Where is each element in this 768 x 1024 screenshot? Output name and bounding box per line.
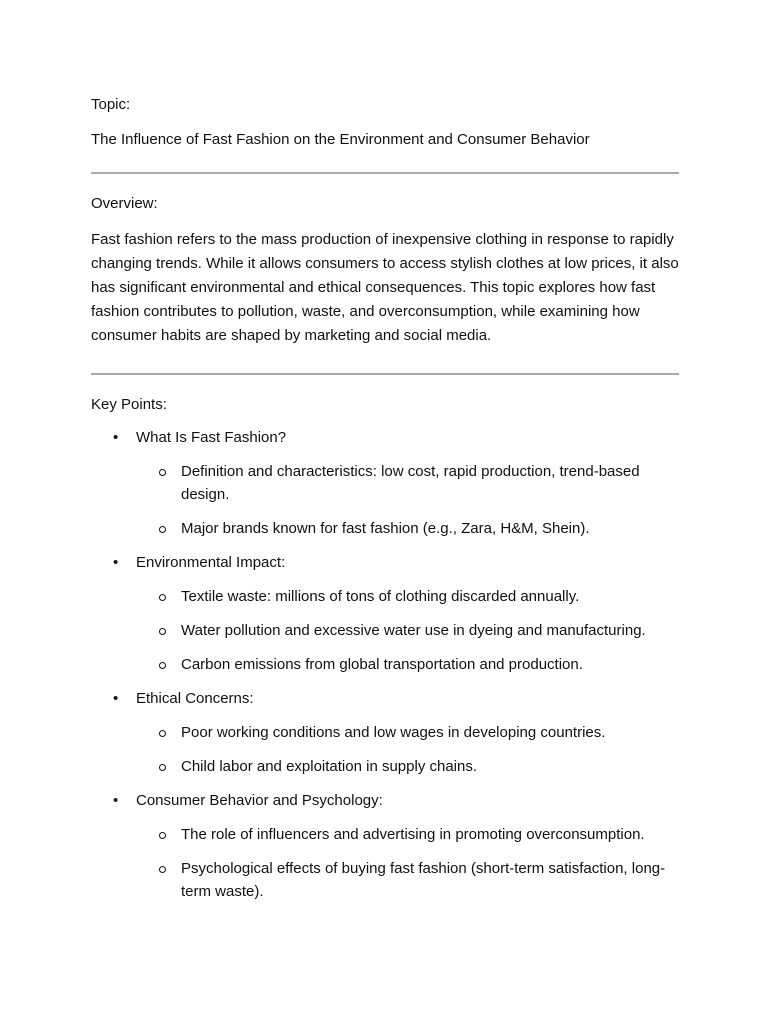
sub-point-text: Definition and characteristics: low cost, rapid production, trend-based design. [181, 463, 640, 503]
key-points-label: Key Points: [91, 396, 167, 413]
key-points-list [91, 426, 679, 903]
circle-bullet-icon [159, 526, 166, 533]
circle-bullet-icon [159, 662, 166, 669]
sub-point-item [136, 585, 679, 608]
bullet-icon: • [113, 554, 119, 571]
key-point-item [91, 551, 679, 676]
overview-label: Overview: [91, 195, 158, 212]
key-point-title: Consumer Behavior and Psychology: [136, 792, 383, 809]
circle-bullet-icon [159, 832, 166, 839]
sub-point-item [136, 653, 679, 676]
sub-points-list [136, 460, 679, 540]
document-page [91, 94, 679, 914]
circle-bullet-icon [159, 469, 166, 476]
sub-points-list [136, 721, 679, 778]
key-point-title: Ethical Concerns: [136, 690, 254, 707]
sub-point-text: Psychological effects of buying fast fashion (short-term satisfaction, long-term waste). [181, 860, 666, 900]
bullet-icon: • [113, 429, 119, 446]
key-point-title: What Is Fast Fashion? [136, 429, 287, 446]
overview-paragraph: Fast fashion refers to the mass production of inexpensive clothing in response to rapidly changing trends. While it allows consumers to access stylish clothes at low prices, it also has significant environmental and ethical consequences. This topic explores how fast fashion contributes to pollution, waste, and overconsumption, while examining how consumer habits are shaped by marketing and social media. [91, 231, 679, 344]
circle-bullet-icon [159, 764, 166, 771]
sub-point-text: Poor working conditions and low wages in developing countries. [181, 724, 606, 741]
circle-bullet-icon [159, 594, 166, 601]
key-point-item [91, 687, 679, 778]
sub-point-item [136, 857, 679, 903]
circle-bullet-icon [159, 730, 166, 737]
key-point-title: Environmental Impact: [136, 554, 286, 571]
sub-point-text: Textile waste: millions of tons of clothing discarded annually. [181, 588, 580, 605]
sub-point-item [136, 517, 679, 540]
topic-label: Topic: [91, 96, 131, 113]
sub-points-list [136, 585, 679, 676]
circle-bullet-icon [159, 628, 166, 635]
bullet-icon: • [113, 690, 119, 707]
section-divider [91, 172, 679, 174]
sub-point-text: Carbon emissions from global transportation and production. [181, 656, 583, 673]
bullet-icon: • [113, 792, 119, 809]
sub-point-text: Child labor and exploitation in supply chains. [181, 758, 478, 775]
sub-point-item [136, 619, 679, 642]
sub-point-text: Water pollution and excessive water use in dyeing and manufacturing. [181, 622, 646, 639]
sub-point-item [136, 721, 679, 744]
sub-point-text: Major brands known for fast fashion (e.g., Zara, H&M, Shein). [181, 520, 590, 537]
key-point-item [91, 789, 679, 903]
sub-point-item [136, 823, 679, 846]
sub-point-item [136, 755, 679, 778]
topic-title: The Influence of Fast Fashion on the Environment and Consumer Behavior [91, 131, 590, 148]
sub-point-text: The role of influencers and advertising in promoting overconsumption. [181, 826, 645, 843]
sub-point-item [136, 460, 679, 506]
key-point-item [91, 426, 679, 540]
section-divider [91, 373, 679, 375]
circle-bullet-icon [159, 866, 166, 873]
sub-points-list [136, 823, 679, 903]
